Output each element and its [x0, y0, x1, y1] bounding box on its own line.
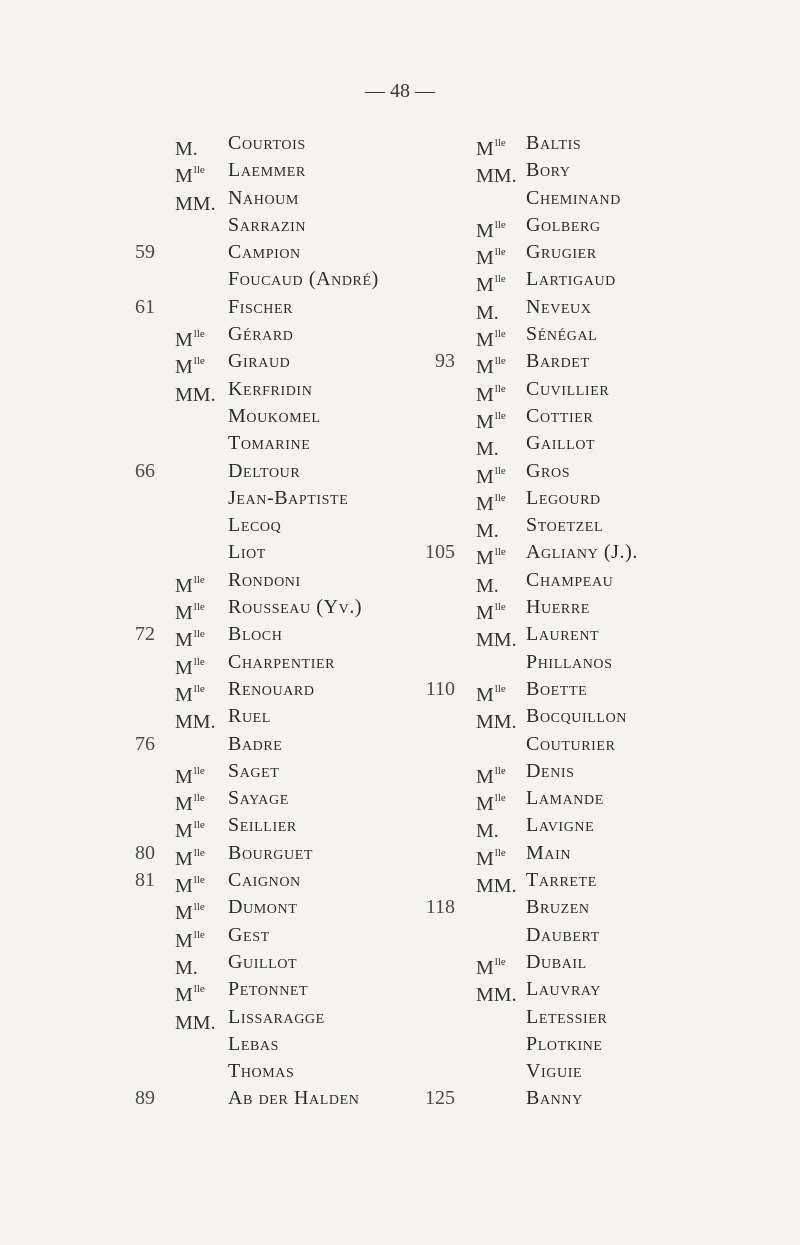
honorific-main: MM. [476, 875, 517, 898]
person-name: Letessier [526, 1005, 608, 1028]
person-name: Boette [526, 677, 588, 700]
person-name: Sénégal [526, 323, 598, 346]
honorific-main: MM. [476, 984, 517, 1007]
honorific-main: M [476, 356, 494, 379]
person-name: Champeau [526, 568, 614, 591]
person-name: Ab der Halden [228, 1087, 360, 1110]
honorific-main: M [175, 574, 193, 597]
honorific-superscript: lle [494, 273, 506, 286]
honorific-main: M [476, 138, 494, 160]
entry-number: 118 [425, 896, 455, 919]
list-item [410, 185, 800, 212]
honorific-main: M [476, 847, 494, 870]
honorific-superscript: lle [193, 792, 205, 805]
person-name: Rondoni [228, 568, 301, 591]
list-item [410, 649, 800, 676]
person-name: Ruel [228, 705, 271, 728]
person-name: Rousseau (Yv.) [228, 596, 363, 619]
person-name: Bory [526, 159, 571, 182]
honorific-superscript: lle [193, 573, 205, 586]
list-item [0, 485, 420, 512]
entry-number: 110 [425, 677, 455, 700]
person-name: Gest [228, 923, 270, 946]
honorific-superscript: lle [193, 901, 205, 914]
person-name: Renouard [228, 677, 315, 700]
honorific-main: M [175, 656, 193, 679]
list-item [0, 976, 420, 1007]
honorific-main: M [476, 329, 494, 352]
person-name: Grugier [526, 241, 597, 264]
list-item [410, 266, 800, 297]
person-name: Gaillot [526, 432, 596, 455]
honorific-superscript: lle [193, 655, 205, 668]
honorific-main: M [476, 547, 494, 570]
person-name: Gérard [228, 323, 294, 346]
list-item [410, 594, 800, 625]
list-item [0, 130, 420, 160]
honorific-main: M. [476, 301, 499, 324]
person-name: Dubail [526, 950, 587, 973]
person-name: Jean-Baptiste [228, 486, 349, 509]
list-item [410, 403, 800, 433]
honorific-main: M [175, 929, 193, 952]
person-name: Golberg [526, 213, 601, 236]
honorific-superscript: lle [494, 764, 506, 777]
list-item [410, 812, 800, 843]
list-item [0, 1058, 420, 1085]
person-name: Lavigne [526, 814, 595, 837]
honorific-main: M [175, 329, 193, 352]
honorific-superscript: lle [494, 546, 506, 559]
honorific-superscript: lle [494, 846, 506, 859]
person-name: Sarrazin [228, 213, 307, 236]
person-name: Plotkine [526, 1032, 603, 1055]
person-name: Bourguet [228, 841, 314, 864]
honorific-superscript: lle [193, 983, 205, 996]
list-item [410, 785, 800, 816]
entry-number: 93 [435, 350, 455, 373]
honorific-main: M [175, 875, 193, 898]
list-item [0, 894, 420, 925]
list-item [410, 731, 800, 758]
honorific-main: M [476, 465, 494, 488]
honorific-main: MM. [175, 1011, 216, 1034]
entry-number: 81 [135, 869, 155, 892]
person-name: Agliany (J.). [526, 541, 639, 564]
list-item [410, 676, 800, 706]
person-name: Bardet [526, 350, 590, 373]
list-item [0, 430, 420, 457]
list-item [0, 1031, 420, 1058]
honorific-superscript: lle [193, 328, 205, 341]
person-name: Foucaud (André) [228, 268, 379, 291]
person-name: Huerre [526, 596, 590, 619]
honorific-main: M [476, 956, 494, 979]
list-item [410, 348, 800, 379]
person-name: Thomas [228, 1060, 295, 1083]
entry-number: 76 [135, 732, 155, 755]
list-item [410, 1031, 800, 1058]
person-name: Phillanos [526, 650, 613, 673]
list-item [0, 239, 420, 266]
person-name: Sayage [228, 787, 289, 810]
person-name: Lamande [526, 787, 604, 810]
honorific-superscript: lle [193, 764, 205, 777]
honorific-main: M [175, 902, 193, 925]
person-name: Cuvillier [526, 377, 610, 400]
honorific-superscript: lle [193, 601, 205, 614]
honorific-superscript: lle [193, 819, 205, 832]
list-item [410, 239, 800, 270]
left-column [0, 130, 420, 1113]
honorific [175, 1085, 176, 1118]
list-item [410, 430, 800, 461]
entry-number: 61 [135, 295, 155, 318]
list-item [410, 1085, 800, 1112]
honorific-main: MM. [476, 711, 517, 734]
honorific-main: M. [476, 574, 499, 597]
list-item [410, 539, 800, 570]
honorific-main: M [476, 247, 494, 270]
honorific [476, 1085, 477, 1118]
person-name: Bocquillon [526, 705, 627, 728]
person-name: Baltis [526, 132, 582, 154]
honorific-superscript: lle [494, 137, 506, 149]
entry-number: 89 [135, 1087, 155, 1110]
honorific-main: MM. [175, 192, 216, 215]
person-name: Lebas [228, 1032, 280, 1055]
honorific-main: M [175, 356, 193, 379]
list-item [410, 976, 800, 1007]
honorific-main: M [175, 765, 193, 788]
person-name: Laemmer [228, 159, 306, 182]
honorific-main: M [476, 602, 494, 625]
honorific-superscript: lle [494, 464, 506, 477]
list-item [0, 703, 420, 734]
honorific-superscript: lle [494, 601, 506, 614]
list-item [410, 840, 800, 870]
list-item [0, 840, 420, 870]
list-item [0, 649, 420, 679]
list-item [410, 758, 800, 788]
honorific-superscript: lle [193, 628, 205, 641]
honorific-superscript: lle [494, 355, 506, 368]
person-name: Nahoum [228, 186, 299, 209]
list-item [0, 266, 420, 293]
list-item [0, 321, 420, 352]
list-item [410, 621, 800, 652]
list-item [410, 321, 800, 352]
person-name: Moukomel [228, 404, 321, 427]
person-name: Caignon [228, 869, 301, 892]
person-name: Bruzen [526, 896, 590, 919]
list-item [410, 157, 800, 188]
list-item [0, 731, 420, 758]
list-item [410, 485, 800, 515]
entry-number: 72 [135, 623, 155, 646]
list-item [410, 867, 800, 898]
person-name: Seillier [228, 814, 297, 837]
person-name: Cheminand [526, 186, 621, 209]
honorific-superscript: lle [494, 382, 506, 395]
honorific-main: M [175, 602, 193, 625]
honorific-main: M [476, 683, 494, 706]
honorific-main: M [175, 984, 193, 1007]
honorific-main: MM. [476, 629, 517, 652]
person-name: Legourd [526, 486, 601, 509]
person-name: Saget [228, 759, 280, 782]
list-item [410, 376, 800, 406]
list-item [0, 458, 420, 485]
list-item [0, 621, 420, 652]
person-name: Guillot [228, 950, 298, 973]
honorific-main: M [175, 683, 193, 706]
honorific-main: M [476, 410, 494, 433]
honorific-superscript: lle [494, 955, 506, 968]
person-name: Stoetzel [526, 514, 604, 537]
person-name: Daubert [526, 923, 600, 946]
list-item [0, 512, 420, 539]
person-name: Bloch [228, 623, 283, 646]
list-item [410, 1004, 800, 1031]
list-item [410, 458, 800, 488]
list-item [0, 348, 420, 379]
list-item [410, 567, 800, 597]
list-item [0, 785, 420, 816]
person-name: Tarrete [526, 869, 597, 892]
person-name: Couturier [526, 732, 616, 755]
honorific-main: M. [476, 520, 499, 543]
honorific-main: MM. [175, 383, 216, 406]
honorific-main: M [476, 383, 494, 406]
list-item [0, 185, 420, 215]
honorific-superscript: lle [494, 246, 506, 259]
entry-number: 66 [135, 459, 155, 482]
person-name: Tomarine [228, 432, 311, 455]
honorific-superscript: lle [494, 682, 506, 695]
honorific-main: M [175, 820, 193, 843]
list-item [0, 403, 420, 430]
person-name: Campion [228, 241, 301, 264]
person-name: Neveux [526, 295, 592, 318]
right-column [410, 130, 800, 1113]
honorific-main: M [175, 629, 193, 652]
person-name: Badre [228, 732, 283, 755]
honorific-superscript: lle [494, 409, 506, 422]
honorific-superscript: lle [193, 928, 205, 941]
honorific-superscript: lle [193, 846, 205, 859]
list-item [0, 294, 420, 321]
honorific-superscript: lle [193, 874, 205, 887]
list-item [0, 758, 420, 788]
person-name: Petonnet [228, 978, 309, 1001]
honorific-superscript: lle [193, 355, 205, 368]
list-item [0, 1004, 420, 1034]
list-item [0, 949, 420, 979]
entry-number: 59 [135, 241, 155, 264]
honorific-main: M [476, 219, 494, 242]
honorific-main: M. [476, 820, 499, 843]
list-item [410, 212, 800, 242]
list-item [410, 949, 800, 979]
list-item [0, 212, 420, 239]
list-item [410, 512, 800, 543]
list-item [0, 157, 420, 188]
entry-number: 105 [425, 541, 455, 564]
list-item [410, 922, 800, 949]
honorific-main: M. [175, 138, 198, 160]
honorific-superscript: lle [494, 491, 506, 504]
person-name: Courtois [228, 132, 306, 154]
entry-number: 80 [135, 841, 155, 864]
honorific-main: M [476, 274, 494, 297]
list-item [410, 294, 800, 324]
honorific-main: M [476, 492, 494, 515]
person-name: Lauvray [526, 978, 602, 1001]
honorific-main: M [175, 165, 193, 188]
list-item [0, 539, 420, 566]
person-name: Banny [526, 1087, 583, 1110]
list-item [410, 1058, 800, 1085]
list-item [0, 1085, 420, 1112]
honorific-superscript: lle [494, 792, 506, 805]
honorific-main: M [175, 793, 193, 816]
list-item [410, 130, 800, 160]
honorific-main: M [476, 765, 494, 788]
person-name: Lartigaud [526, 268, 616, 291]
list-item [0, 676, 420, 706]
person-name: Cottier [526, 404, 594, 427]
list-item [410, 703, 800, 734]
honorific-main: M. [175, 956, 198, 979]
list-item [0, 922, 420, 952]
list-item [0, 567, 420, 597]
person-name: Deltour [228, 459, 301, 482]
honorific-superscript: lle [494, 328, 506, 341]
person-name: Laurent [526, 623, 600, 646]
person-name: Dumont [228, 896, 298, 919]
honorific-superscript: lle [193, 164, 205, 177]
list-item [0, 867, 420, 898]
honorific-superscript: lle [494, 218, 506, 231]
person-name: Main [526, 841, 572, 864]
person-name: Lecoq [228, 514, 282, 537]
honorific-main: M [476, 793, 494, 816]
honorific-superscript: lle [193, 682, 205, 695]
person-name: Kerfridin [228, 377, 313, 400]
person-name: Viguie [526, 1060, 583, 1083]
page-number: — 48 — [365, 80, 435, 102]
list-item [410, 894, 800, 921]
person-name: Fischer [228, 295, 294, 318]
honorific-main: M. [476, 438, 499, 461]
person-name: Charpentier [228, 650, 336, 673]
person-name: Denis [526, 759, 575, 782]
person-name: Giraud [228, 350, 291, 373]
honorific-main: M [175, 847, 193, 870]
person-name: Liot [228, 541, 266, 564]
list-item [0, 812, 420, 843]
entry-number: 125 [425, 1087, 455, 1110]
list-item [0, 376, 420, 406]
honorific-main: MM. [476, 165, 517, 188]
list-item [0, 594, 420, 625]
person-name: Lissaragge [228, 1005, 325, 1028]
person-name: Gros [526, 459, 571, 482]
honorific-main: MM. [175, 711, 216, 734]
